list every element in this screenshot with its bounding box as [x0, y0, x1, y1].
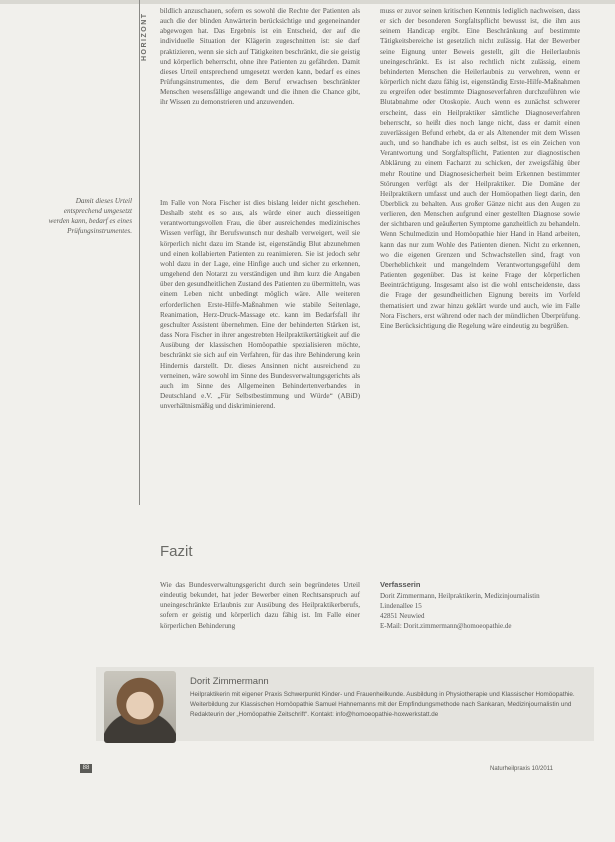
- author-photo: [104, 671, 176, 743]
- fazit-heading: Fazit: [160, 543, 193, 560]
- author-email[interactable]: E-Mail: Dorit.zimmermann@homoeopathie.de: [380, 622, 512, 630]
- paragraph: bildlich anzuschauen, sofern es sowohl die Rechte der Patienten als auch die der blinden Anwärterin berücksichtige und gegeneinander abgewogen hat. Das Ergebnis ist ein Entscheid, der auf die individuelle Situation der Klägerin zugeschnitten ist: sie darf praktizieren, wenn sie sich auf Tätigkeiten beschränkt, die sie geistig und körperlich beherrscht, ohne ihre Patienten zu gefährden. Damit dieses Urteil entsprechend umgesetzt werden kann, bedarf es eines Prüfungsinstrumentes, die dem Beruf erwachsen beschränkter Menschen wesensfällige angewandt und die ihnen die Chance gibt, ihr Wissen zu demonstrieren und anzuwenden.: [160, 7, 360, 107]
- fazit-text: [160, 580, 360, 631]
- author-block: [380, 591, 580, 631]
- right-column: [380, 6, 580, 331]
- author-heading: Verfasserin: [380, 580, 421, 589]
- section-label: HORIZONT: [141, 12, 148, 61]
- paragraph: muss er zuvor seinen kritischen Kenntnis lediglich nachweisen, dass er sich der besonderen Sorgfaltspflicht bewusst ist, die ihm aus seinem Handicap ergibt. Eine Beschränkung auf bestimmte Tätigkeitsbereiche ist gesetzlich nicht zulässig. Hat der Bewerber seine Eignung unter Beweis gestellt, gilt die Heilerlaubnis uneingeschränkt. Es ist also rechtlich nicht zulässig, einem behinderten Menschen die Heilerlaubnis zu verwehren, wenn er körperlich nicht dazu fähig ist, eigenständig Erste-Hilfe-Maßnahmen zu ergreifen oder bestimmte Diagnoseverfahren durchzuführen wie Blutabnahme oder Otoskopie. Auch wenn es zunächst schwerer erscheint, dass ein Heilpraktiker sämtliche Diagnoseverfahren beherrscht, so heißt dies noch lange nicht, dass er damit einen zuverlässigen Befund erhebt, da er als Altenender mit dem Wissen auch, und so handhabe ich es auch selbst, ist es ein Zeichen von Verantwortung und Sorgfaltspflicht, Patienten zur diagnostischen Abklärung zu einem Facharzt zu schicken, der zweigsfähig über mehr Routine und Diagnosesicherheit beim Erkennen bestimmter Störungen verfügt als der Heilpraktiker. Die Domäne der Heilpraktikern umfasst und auch der Homöopathen liegt darin, den Überblick zu behalten. Aus großer Gänze nicht aus den Augen zu verlieren, den Menschen aufgrund einer gestellten Diagnose sowie der sichtbaren und geäußerten Symptome ganzheitlich zu behandeln. Wenn Schulmedizin und Homöopathie hier Hand in Hand arbeiten, kann das nur zum Wohle des Patienten dienen. Nicht zu erkennen, wo die eigenen Grenzen und Schwachstellen sind, fragt von Überheblichkeit und mangelndem Verantwortungsgefühl dem Patienten gegenüber. Das ist keine Frage der körperlichen Beeinträchtigung. Insgesamt also ist die wohl entscheidenste, dass die Frage der gesundheitlichen Eignung bereits im Vorfeld thematisiert und zwar hinzu geklärt wurde und auch, wie im Falle Nora Fischers, erst während oder nach der mündlichen Überprüfung. Eine Berücksichtigung die Regelung wäre eindeutig zu begrüßen.: [380, 7, 580, 330]
- bio-text: Heilpraktikerin mit eigener Praxis Schwerpunkt Kinder- und Frauenheilkunde. Ausbildung in Physiotherapie und Klassischer Homöopathie. Weiterbildung zur Klassischen Homöopathie Samuel Hahnemanns mit der Empfindungsmethode nach Sankaran, Medizinjournalistin und Redakteurin der „Homöopathie Zeitschrift“. Kontakt: info@homoeopathie-hoxwerkstatt.de: [190, 691, 575, 718]
- page-number: 88: [80, 764, 92, 773]
- author-line: Lindenallee 15: [380, 602, 422, 610]
- left-column-bottom: [160, 198, 360, 411]
- author-line: 42851 Neuwied: [380, 612, 425, 620]
- bio-name: Dorit Zimmermann: [190, 676, 269, 687]
- column-rule: [139, 0, 140, 505]
- sidenote: Damit dieses Urteil entsprechend umgesetzt werden kann, bedarf es eines Prüfungsinstrumentes.: [48, 197, 132, 235]
- page-edge: [0, 0, 615, 4]
- author-line: Dorit Zimmermann, Heilpraktikerin, Medizinjournalistin: [380, 592, 540, 600]
- left-column-top: [160, 6, 360, 108]
- paragraph: Im Falle von Nora Fischer ist dies bislang leider nicht geschehen. Deshalb steht es so aus, als würde einer auch diesseitigen verantwortungsvollen Frau, die über ausreichendes medizinisches Wissen verfügt, ihr Berufswunsch nur deshalb verweigert, weil sie körperlich nicht dazu im Stande ist, eigenständig Blut abzunehmen und einen kollabierten Patienten zu reanimieren. Sie ist jedoch sehr wohl dazu in der Lage, eine Hinfige auch und sicher zu erkennen, umgehend den Notarzt zu verständigen und ihm kurz die Angaben über den gesundheitlichen Zustand des Patienten zu übermitteln, was einem Leben nicht unbedingt möglich wäre. Alle weiteren erforderlichen Erste-Hilfe-Maßnahmen wie stabile Seitenlage, Reanimation, Herz-Druck-Massage etc. kann im Bedarfsfall ihr geschulter Assistent übernehmen. Eine der behinderten Stärken ist, dass Nora Fischer in ihrer angestrebten Heilpraktikertätigkeit auf die Ausübung der klassischen Homöopathie spezialisieren möchte, beschränkt sie sich auf ein Verfahren, für das ihre Behinderung kein Hindernis darstellt. Dr. dieses Ansinnen nicht ausreichend zu verneinen, wäre sowohl im Sinne des Bundesverwaltungsgerichts als auch im Sinne des Allgemeinen Behindertenverbandes in Deutschland e.V. „Für Selbstbestimmung und Würde“ (ABiD) unverhältnismäßig und diskriminierend.: [160, 199, 360, 411]
- issue-label: Naturheilpraxis 10/2011: [490, 766, 553, 772]
- paragraph: Wie das Bundesverwaltungsgericht durch sein begründetes Urteil eindeutig bekundet, hat jeder Bewerber einen Rechtsanspruch auf uneingeschränkte Erlaubnis zur Ausübung des Heilpraktikerberufs, sofern er geistig und körperlich dazu fähig ist. Im Falle einer körperlichen Behinderung: [160, 581, 360, 630]
